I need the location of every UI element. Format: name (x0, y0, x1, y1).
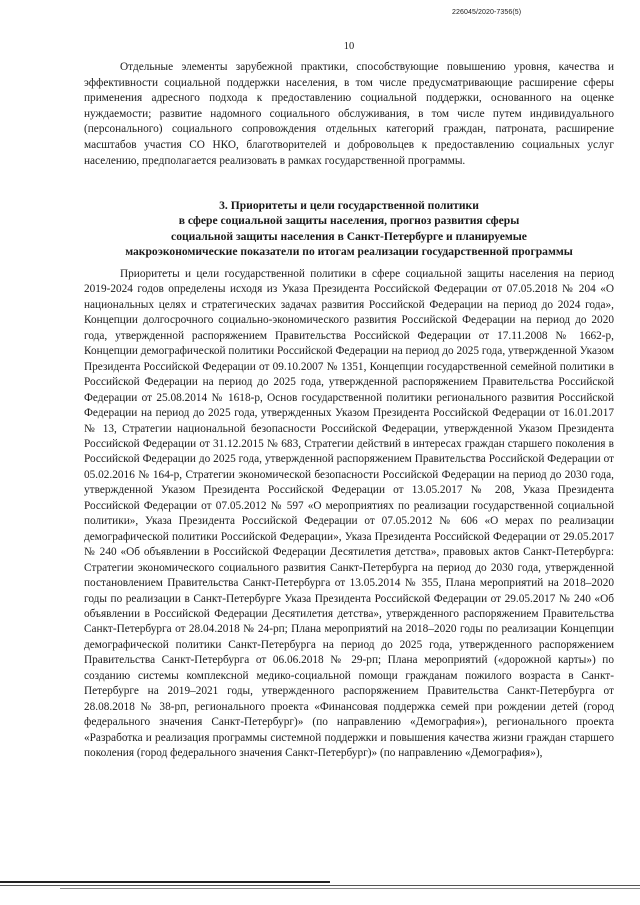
main-paragraph: Приоритеты и цели государственной политики в сфере социальной защиты населения на период 2019-2024 годов определены исходя из Указа Президента Российской Федерации от 07.05.2018 № 204 «О национальных целях и стратегических задачах развития Российской Федерации на период до 2024 года», Концепции долгосрочного социально-экономического развития Российской Федерации на период до 2020 года, утвержденной распоряжением Правительства Российской Федерации от 17.11.2008 № 1662-р, Концепции демографической политики Российской Федерации на период до 2025 года, утвержденной Указом Президента Российской Федерации от 09.10.2007 № 1351, Концепции государственной семейной политики в Российской Федерации на период до 2025 года, утвержденной распоряжением Правительства Российской Федерации от 25.08.2014 № 1618-р, Основ государственной политики регионального развития Российской Федерации на период до 2025 года, утвержденных Указом Президента Российской Федерации от 16.01.2017 № 13, Стратегии национальной безопасности Российской Федерации, утвержденной Указом Президента Российской Федерации от 31.12.2015 № 683, Стратегии действий в интересах граждан старшего поколения в Российской Федерации до 2025 года, утвержденной распоряжением Правительства Российской Федерации от 05.02.2016 № 164-р, Стратегии экономической безопасности Российской Федерации на период до 2030 года, утвержденной Указом Президента Российской Федерации от 13.05.2017 № 208, Указа Президента Российской Федерации от 07.05.2012 № 597 «О мероприятиях по реализации государственной социальной политики», Указа Президента Российской Федерации от 07.05.2012 № 606 «О мерах по реализации демографической политики Российской Федерации», Указа Президента Российской Федерации от 29.05.2017 № 240 «Об объявлении в Российской Федерации Десятилетия детства», правовых актов Санкт-Петербурга: Стратегии экономического социального развития Санкт-Петербурга на период до 2030 года, утвержденной постановлением Правительства Санкт-Петербурга от 13.05.2014 № 355, Плана мероприятий на 2018–2020 годы по реализации в Санкт-Петербурге Указа Президента Российской Федерации от 29.05.2017 № 240 «Об объявлении в Российской Федерации Десятилетия детства», утвержденного распоряжением Правительства Санкт-Петербурга от 28.04.2018 № 24-рп; Плана мероприятий на 2018–2020 годы по реализации Концепции демографической политики Санкт-Петербурга на период до 2025 года, утвержденного распоряжением Правительства Санкт-Петербурга от 06.06.2018 № 29-рп; Плана мероприятий («дорожной карты») по созданию системы комплексной медико-социальной помощи гражданам пожилого возраста в Санкт-Петербурге на 2019–2021 годы, утвержденного распоряжением Правительства Санкт-Петербурга от 28.08.2018 № 38-рп, регионального проекта «Финансовая поддержка семей при рождении детей (город федерального значения Санкт-Петербург)» (по направлению «Демография»), регионального проекта «Разработка и реализация программы системной поддержки и повышения качества жизни граждан старшего поколения (город федерального значения Санкт-Петербург)» (по направлению «Демография»), (84, 268, 614, 760)
footer-divider (0, 881, 330, 883)
section-heading-line: социальной защиты населения в Санкт-Петербурге и планируемые (171, 229, 527, 243)
page-number: 10 (343, 41, 355, 52)
intro-paragraph: Отдельные элементы зарубежной практики, способствующие повышению уровня, качества и эффективности социальной поддержки населения, в том числе предусматривающие расширение сферы применения адресного подхода к предоставлению социальной поддержки, основанного на оценке нуждаемости; развитие надомного социального обслуживания, в том числе путем индивидуального (персонального) социального сопровождения отдельных категорий граждан, патроната, расширение масштабов участия СО НКО, благотворителей и добровольцев к предоставлению социальных услуг населению, предполагается реализовать в рамках государственной программы. (84, 61, 614, 167)
section-heading (84, 198, 614, 260)
section-heading-line: макроэкономические показатели по итогам реализации государственной программы (125, 245, 573, 259)
document-registration-number: 226045/2020-7356(5) (452, 9, 522, 16)
footer-divider (0, 885, 640, 886)
footer-divider (60, 888, 640, 889)
footer-rule (0, 875, 640, 895)
section-heading-line: в сфере социальной защиты населения, прогноз развития сферы (178, 214, 520, 228)
section-heading-line: 3. Приоритеты и цели государственной политики (219, 199, 479, 212)
